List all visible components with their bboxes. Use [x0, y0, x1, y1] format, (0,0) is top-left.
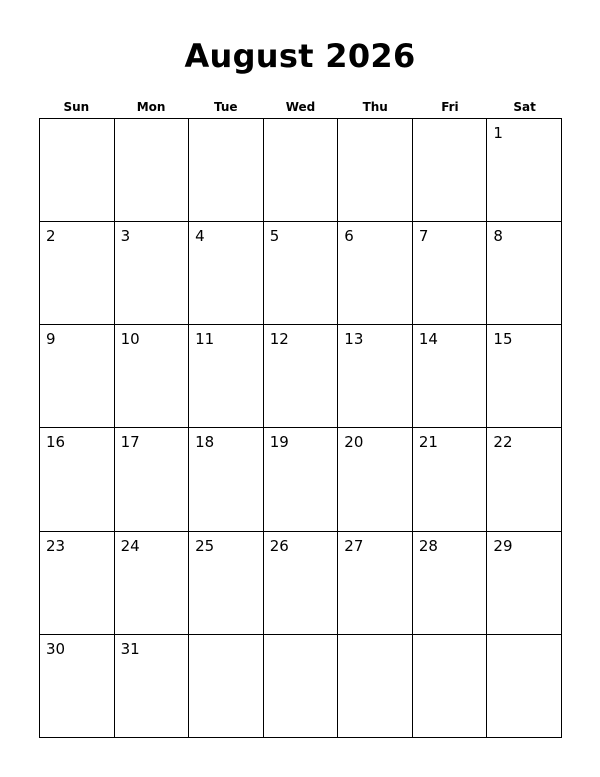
- day-number: 9: [46, 330, 56, 349]
- day-cell: [115, 222, 190, 325]
- day-cell: [40, 635, 115, 738]
- weekday-sun: Sun: [63, 100, 90, 114]
- day-number: 24: [120, 536, 140, 555]
- day-cell: [338, 532, 413, 635]
- weekday-thu: Thu: [362, 100, 388, 114]
- day-cell: [487, 325, 562, 428]
- calendar-grid: [39, 118, 562, 738]
- day-cell: [413, 635, 488, 738]
- weekday-mon: Mon: [136, 100, 166, 114]
- day-number: 16: [46, 433, 66, 452]
- day-cell: [264, 532, 339, 635]
- day-cell: [115, 635, 190, 738]
- day-number: 25: [195, 536, 215, 555]
- day-number: 23: [46, 536, 66, 555]
- calendar-title: August 2026: [184, 37, 416, 75]
- weekday-tue: Tue: [214, 100, 238, 114]
- day-number: 22: [493, 433, 513, 452]
- day-cell: [487, 428, 562, 531]
- day-cell: [264, 635, 339, 738]
- day-cell: [40, 428, 115, 531]
- day-number: 14: [418, 330, 438, 349]
- day-cell: [40, 222, 115, 325]
- day-number: 12: [269, 330, 289, 349]
- day-number: 10: [120, 330, 140, 349]
- day-cell: [413, 119, 488, 222]
- day-cell: [189, 428, 264, 531]
- day-cell: [264, 119, 339, 222]
- day-number: 21: [418, 433, 438, 452]
- day-cell: [189, 325, 264, 428]
- day-number: 30: [46, 639, 66, 658]
- day-cell: [189, 635, 264, 738]
- day-cell: [338, 635, 413, 738]
- day-cell: [338, 325, 413, 428]
- day-cell: [487, 119, 562, 222]
- day-number: 20: [344, 433, 364, 452]
- day-number: 3: [120, 227, 131, 246]
- day-number: 18: [195, 433, 215, 452]
- day-number: 11: [195, 330, 215, 349]
- day-number: 19: [269, 433, 289, 452]
- day-cell: [487, 532, 562, 635]
- weekday-fri: Fri: [441, 100, 459, 114]
- day-cell: [189, 532, 264, 635]
- day-number: 7: [418, 227, 429, 246]
- day-cell: [115, 532, 190, 635]
- day-number: 13: [344, 330, 364, 349]
- weekday-sat: Sat: [513, 100, 536, 114]
- day-number: 29: [493, 536, 513, 555]
- day-number: 26: [269, 536, 289, 555]
- day-cell: [338, 222, 413, 325]
- day-cell: [189, 119, 264, 222]
- day-cell: [338, 119, 413, 222]
- day-cell: [413, 325, 488, 428]
- day-cell: [115, 325, 190, 428]
- day-number: 4: [195, 227, 205, 246]
- day-number: 17: [120, 433, 140, 452]
- day-cell: [115, 119, 190, 222]
- day-number: 6: [344, 227, 354, 246]
- weekday-header: [39, 99, 562, 115]
- day-number: 31: [120, 639, 140, 658]
- day-number: 28: [418, 536, 438, 555]
- day-cell: [413, 222, 488, 325]
- day-cell: [264, 428, 339, 531]
- day-cell: [338, 428, 413, 531]
- day-number: 15: [493, 330, 513, 349]
- day-cell: [189, 222, 264, 325]
- day-number: 1: [493, 124, 503, 142]
- day-cell: [40, 532, 115, 635]
- day-cell: [264, 222, 339, 325]
- day-cell: [413, 532, 488, 635]
- day-cell: [487, 222, 562, 325]
- day-cell: [115, 428, 190, 531]
- day-cell: [487, 635, 562, 738]
- day-number: 2: [46, 227, 56, 246]
- day-cell: [264, 325, 339, 428]
- day-cell: [40, 325, 115, 428]
- day-number: 5: [269, 227, 280, 246]
- day-cell: [413, 428, 488, 531]
- day-cell: [40, 119, 115, 222]
- day-number: 27: [344, 536, 364, 555]
- weekday-wed: Wed: [285, 100, 316, 114]
- day-number: 8: [493, 227, 503, 246]
